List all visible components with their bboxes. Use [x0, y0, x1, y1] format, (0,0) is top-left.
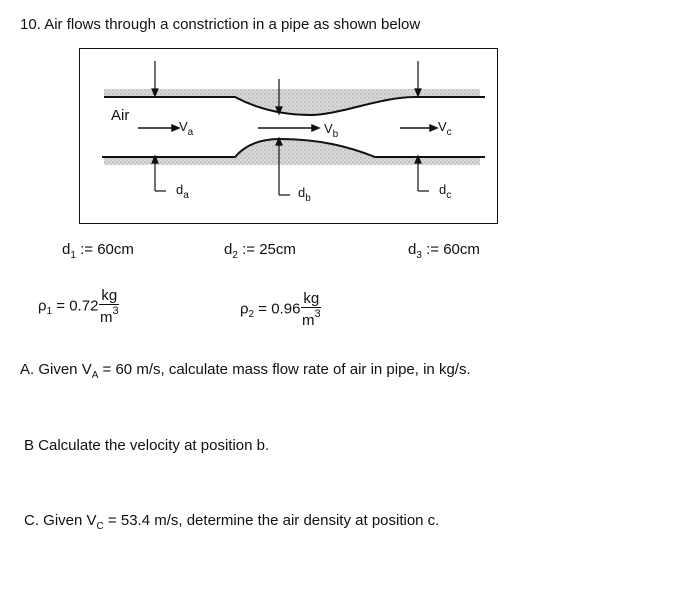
given-d2 [224, 241, 296, 261]
question-title: 10. Air flows through a constriction in a pipe as shown below [20, 16, 421, 33]
given-d2-value: 25cm [259, 241, 296, 258]
given-d1 [62, 241, 134, 261]
given-d3-name: d [408, 241, 417, 258]
part-a [20, 361, 471, 381]
diameter-label-c [439, 182, 452, 201]
diameter-label-c-main: d [439, 182, 447, 197]
air-label: Air [111, 107, 130, 124]
part-c-sub: C [96, 521, 104, 532]
part-c-before: C. Given V [24, 512, 97, 529]
given-rho1-unit-den-base: m [100, 309, 113, 326]
given-rho2-index: 2 [248, 309, 255, 321]
given-rho1-unit-den [99, 305, 119, 326]
pressure-tap-a-top [152, 61, 158, 96]
given-rho2-unit [301, 290, 321, 329]
given-rho1-unit [99, 287, 119, 326]
given-rho1-op: = [56, 297, 66, 315]
given-d3-index: 3 [416, 250, 422, 261]
velocity-label-c-sub: c [446, 127, 452, 138]
diameter-label-a [176, 182, 189, 201]
given-rho2-unit-den-base: m [302, 312, 315, 329]
given-d3-op: := [426, 241, 440, 258]
velocity-label-c-main: V [438, 119, 447, 134]
given-rho2-unit-den [301, 308, 321, 329]
given-rho2 [240, 290, 321, 329]
given-rho1-unit-num: kg [101, 287, 118, 304]
top-wall-hatch [104, 89, 480, 115]
part-a-after: = 60 m/s, calculate mass flow rate of air in pipe, in kg/s. [98, 361, 471, 378]
diameter-label-a-main: d [176, 182, 184, 197]
given-d1-index: 1 [70, 250, 76, 261]
diameter-label-b-main: d [298, 185, 306, 200]
velocity-label-a [179, 119, 194, 138]
part-a-before: A. Given V [20, 361, 92, 378]
given-d1-name: d [62, 241, 71, 258]
bottom-wall-hatch [104, 139, 480, 165]
given-rho2-value: 0.96 [271, 300, 301, 318]
given-rho1-unit-exp: 3 [112, 305, 119, 317]
velocity-label-b [324, 121, 339, 140]
flow-arrow-a [138, 125, 179, 131]
diameter-label-b-sub: b [305, 193, 311, 204]
velocity-label-a-main: V [179, 119, 188, 134]
given-rho1-index: 1 [46, 306, 53, 318]
velocity-label-a-sub: a [187, 127, 194, 138]
given-d2-index: 2 [232, 250, 238, 261]
pipe-diagram-svg [80, 49, 499, 225]
part-b: B Calculate the velocity at position b. [24, 437, 270, 454]
given-d1-op: := [80, 241, 94, 258]
flow-arrow-b [258, 125, 319, 131]
given-rho2-op: = [258, 300, 268, 318]
given-rho2-unit-num: kg [303, 290, 320, 307]
given-rho2-unit-exp: 3 [314, 308, 321, 320]
velocity-label-b-sub: b [332, 129, 339, 140]
velocity-label-c [438, 119, 452, 138]
given-d3 [408, 241, 480, 261]
part-c [24, 512, 439, 532]
velocity-label-b-main: V [324, 121, 333, 136]
pipe-diagram [79, 48, 498, 224]
pressure-tap-c-top [415, 61, 421, 96]
given-d3-value: 60cm [443, 241, 480, 258]
part-a-sub: A [91, 370, 99, 381]
given-d2-op: := [242, 241, 256, 258]
part-c-after: = 53.4 m/s, determine the air density at position c. [103, 512, 440, 529]
given-rho2-name: ρ [240, 300, 249, 318]
diameter-label-c-sub: c [446, 190, 452, 201]
given-rho1 [38, 287, 119, 326]
given-rho1-name: ρ [38, 297, 47, 315]
given-d1-value: 60cm [97, 241, 134, 258]
given-rho1-value: 0.72 [69, 297, 99, 315]
diameter-label-b [298, 185, 311, 204]
given-d2-name: d [224, 241, 233, 258]
flow-arrow-c [400, 125, 437, 131]
diameter-label-a-sub: a [183, 190, 189, 201]
